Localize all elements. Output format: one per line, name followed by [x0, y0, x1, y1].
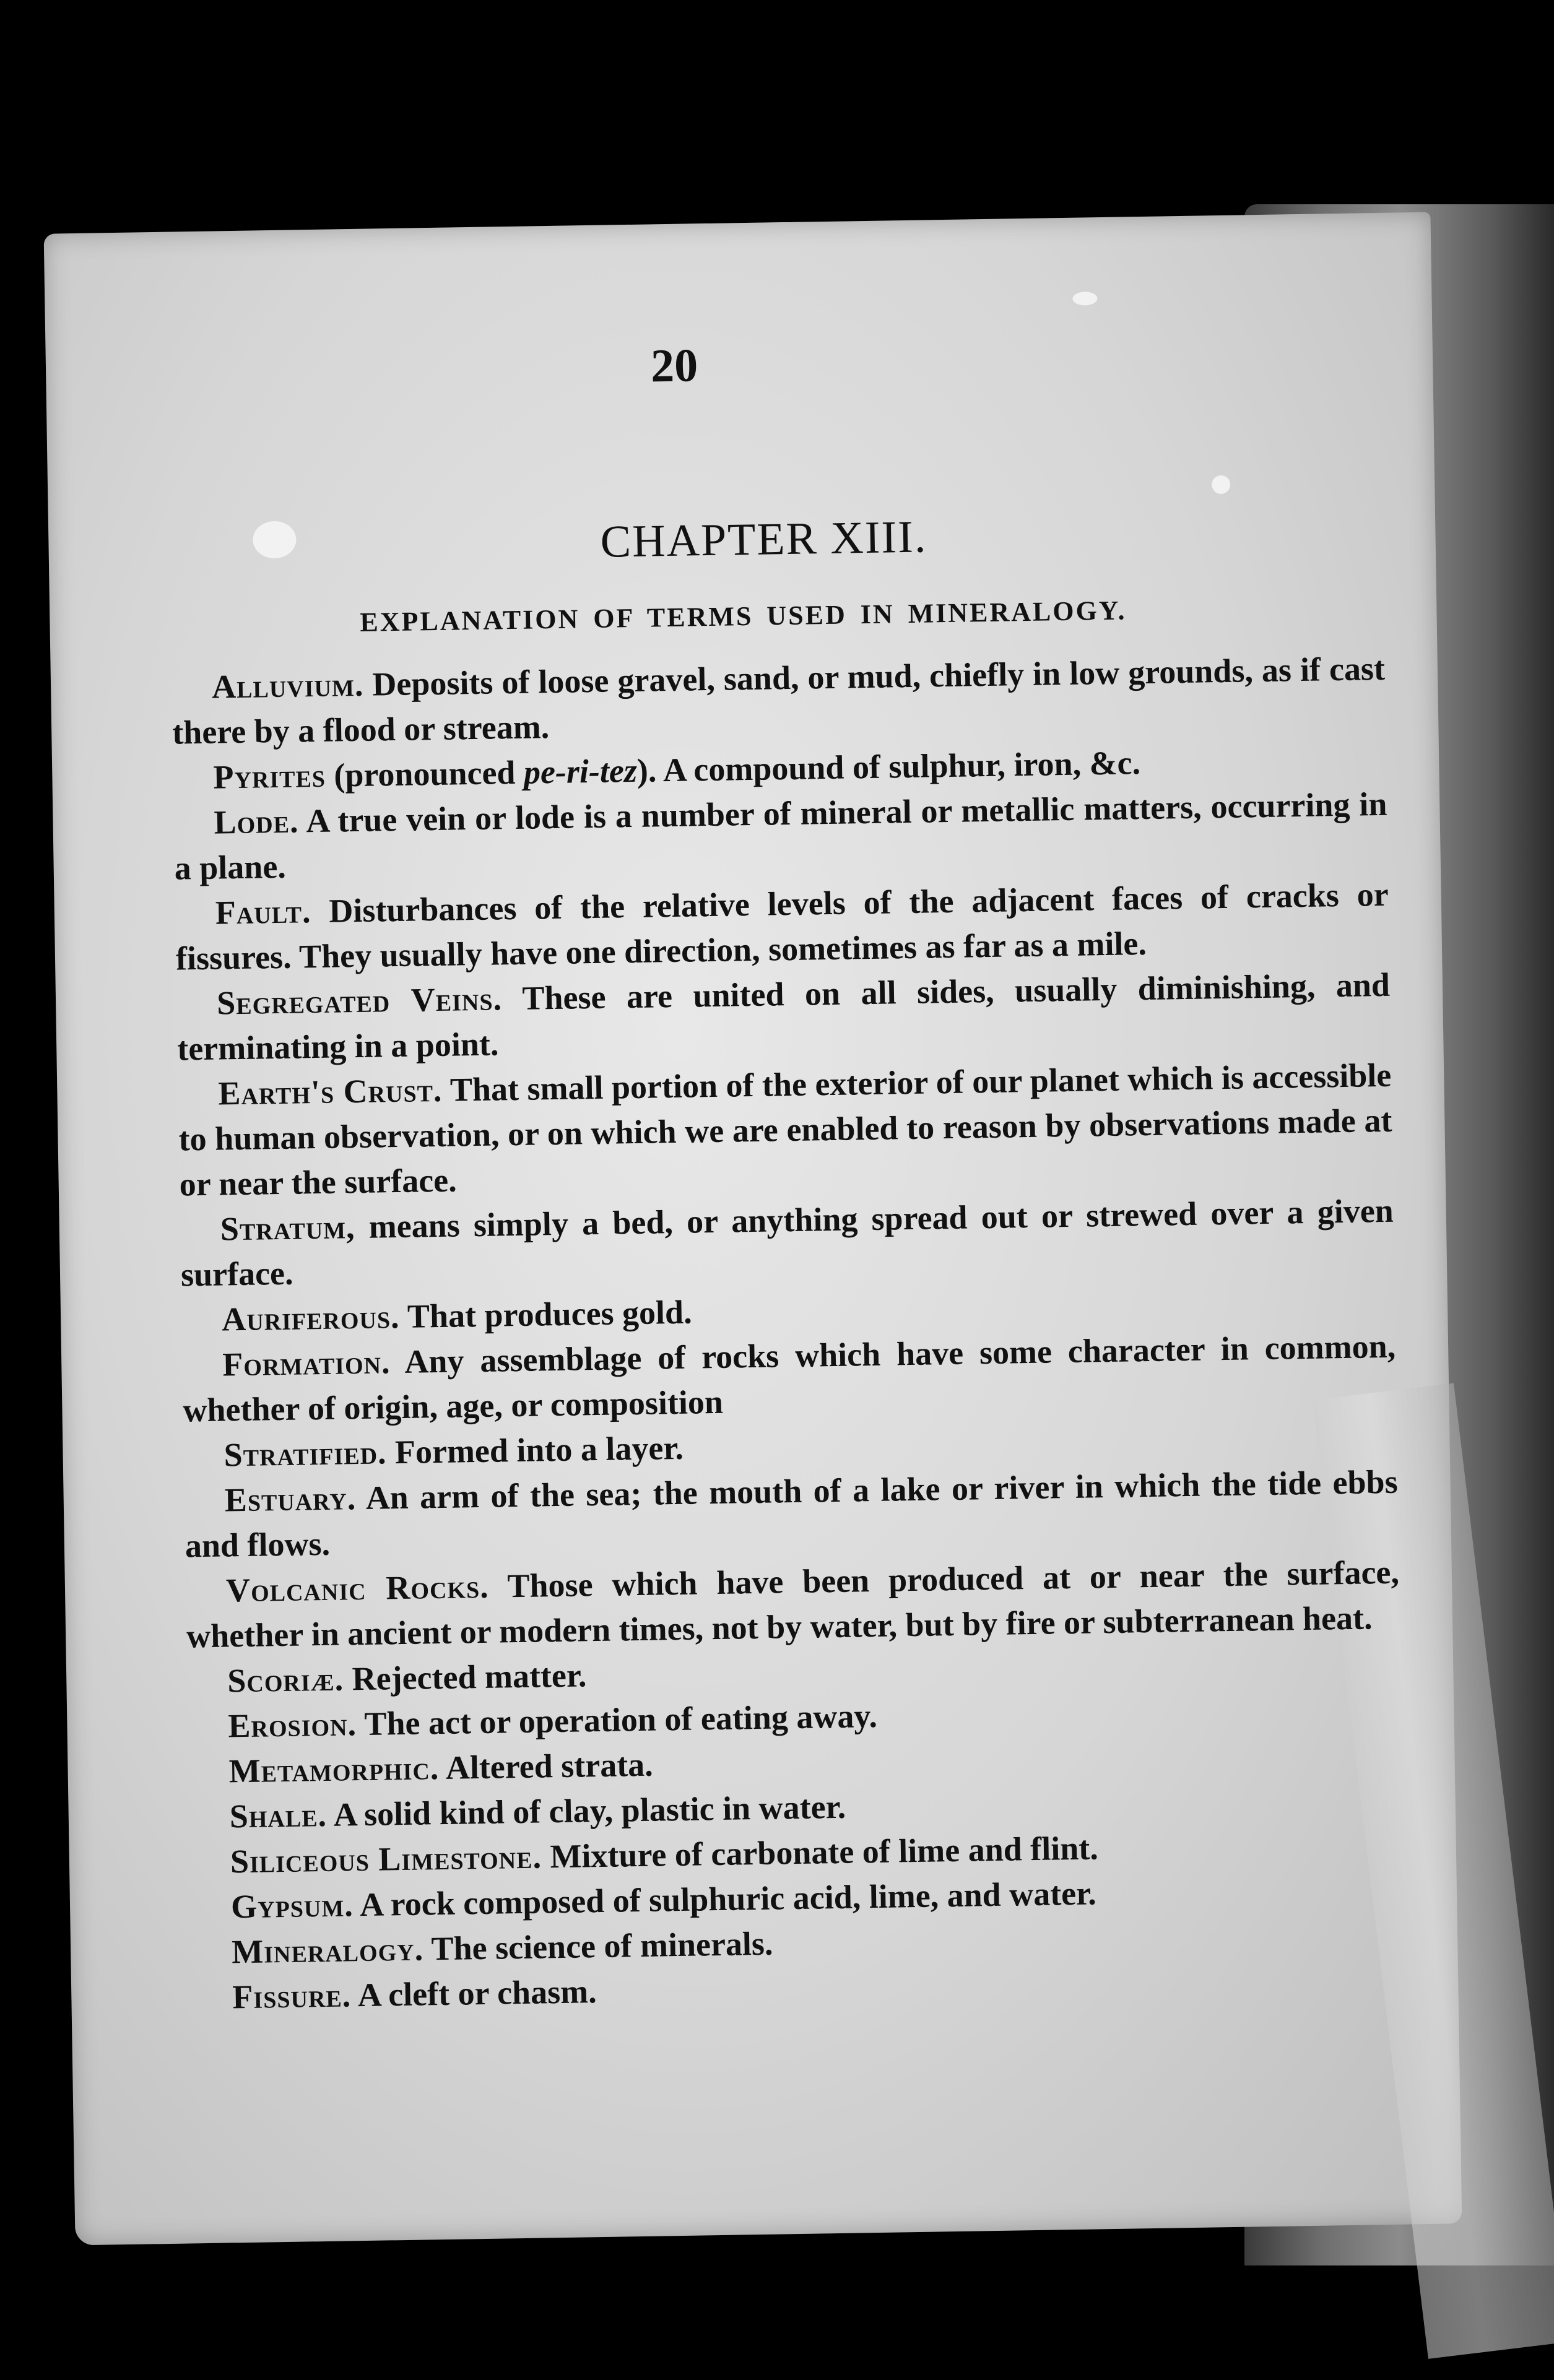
- glossary-term: Erosion.: [228, 1705, 357, 1745]
- glossary-term: Scoriæ.: [227, 1660, 344, 1700]
- glossary-term: Stratified.: [224, 1434, 387, 1474]
- glossary-term: Auriferous.: [221, 1297, 400, 1338]
- glossary-term: Fault.: [215, 893, 311, 932]
- glossary-definition: Mixture of carbonate of lime and flint.: [541, 1829, 1099, 1876]
- glossary-definition: Rejected matter.: [343, 1656, 587, 1698]
- glossary-definition: A rock composed of sulphuric acid, lime, and water.: [353, 1874, 1097, 1924]
- glossary-term: Fissure.: [232, 1976, 352, 2016]
- glossary-term: Volcanic Rocks.: [225, 1567, 490, 1609]
- glossary-definition: A cleft or chasm.: [350, 1973, 597, 2014]
- glossary-definition: Disturbances of the relative levels of the adjacent faces of cracks or fissures. They usually have one direction, sometimes as far as a mile.: [175, 875, 1389, 977]
- pronunciation: pe-ri-tez: [523, 751, 638, 791]
- glossary-definition: Those which have been produced at or near the surface, whether in ancient or modern times, not by water, but by fire or subterranean heat.: [186, 1553, 1400, 1655]
- glossary-entry-earths-crust: [178, 1053, 1393, 1208]
- glossary-term: Siliceous Limestone.: [230, 1838, 542, 1880]
- glossary-definition: That produces gold.: [399, 1293, 693, 1335]
- glossary-definition: Deposits of loose gravel, sand, or mud, chiefly in low grounds, as if cast there by a flood or stream.: [171, 649, 1386, 751]
- glossary-definition: A true vein or lode is a number of mineral or metallic matters, occurring in a plane.: [174, 785, 1387, 887]
- paper-speck: [1212, 475, 1230, 494]
- glossary-term: Alluvium.: [211, 665, 364, 706]
- glossary-entries: [171, 646, 1406, 2021]
- glossary-definition: ). A compound of sulphur, iron, &c.: [636, 744, 1141, 789]
- glossary-term: Segregated Veins.: [216, 980, 503, 1022]
- glossary-term: Shale.: [229, 1796, 328, 1835]
- book-page: [44, 212, 1462, 2246]
- chapter-subtitle: EXPLANATION OF TERMS USED IN MINERALOGY.: [360, 595, 1127, 638]
- glossary-term: Formation.: [222, 1343, 391, 1383]
- glossary-term: Estuary.: [224, 1479, 357, 1519]
- chapter-title: CHAPTER XIII.: [600, 511, 927, 568]
- paper-speck: [1072, 292, 1097, 306]
- glossary-term: Stratum,: [220, 1208, 355, 1248]
- glossary-definition: Altered strata.: [438, 1746, 654, 1787]
- glossary-term: Gypsum.: [230, 1886, 354, 1926]
- glossary-definition: A solid kind of clay, plastic in water.: [326, 1788, 846, 1833]
- glossary-term: Mineralogy.: [231, 1930, 424, 1971]
- glossary-definition: These are united on all sides, usually diminishing, and terminating in a point.: [176, 966, 1391, 1068]
- page-number: 20: [650, 339, 698, 392]
- glossary-definition: means simply a bed, or anything spread out or strewed over a given surface.: [180, 1192, 1394, 1294]
- glossary-term: Earth's Crust.: [217, 1071, 443, 1112]
- glossary-term: Metamorphic.: [228, 1749, 440, 1790]
- glossary-term: Lode.: [214, 802, 299, 841]
- glossary-definition: The act or operation of eating away.: [356, 1697, 878, 1743]
- glossary-definition: An arm of the sea; the mouth of a lake or river in which the tide ebbs and flows.: [184, 1463, 1399, 1565]
- glossary-definition: Formed into a layer.: [386, 1429, 684, 1471]
- glossary-definition: Any assemblage of rocks which have some character in common, whether of origin, age, or composition: [183, 1327, 1396, 1429]
- glossary-definition: The science of minerals.: [423, 1924, 773, 1968]
- glossary-entry-volcanic-rocks: [186, 1550, 1400, 1660]
- glossary-definition-prefix: (pronounced: [325, 753, 524, 794]
- glossary-definition: That small portion of the exterior of our planet which is accessible to human observation, or on which we are enabled to reason by observations made at or near the surface.: [178, 1056, 1392, 1203]
- glossary-term: Pyrites: [212, 756, 326, 796]
